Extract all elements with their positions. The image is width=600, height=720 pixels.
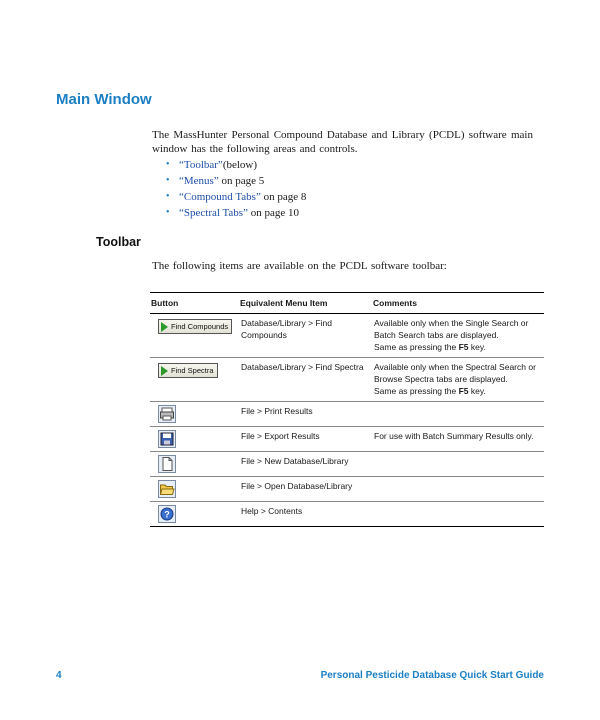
lead-paragraph: The following items are available on the PCDL software toolbar: (152, 260, 447, 272)
toolbar-link[interactable]: “Toolbar” (179, 159, 223, 171)
bullet-ref: on page 5 (218, 175, 265, 187)
section-title: Main Window (56, 91, 152, 108)
open-folder-icon (158, 480, 176, 498)
new-document-icon (158, 455, 176, 473)
comment-cell (372, 402, 544, 427)
save-export-icon (158, 430, 176, 448)
toolbar-table (150, 292, 544, 527)
menu-cell: File > New Database/Library (239, 452, 372, 477)
table-row (150, 402, 544, 427)
menu-cell: File > Export Results (239, 427, 372, 452)
find-compounds-button: Find Compounds (158, 319, 232, 334)
page-number: 4 (56, 670, 62, 681)
table-row (150, 314, 544, 358)
comment-cell (372, 477, 544, 502)
bullet-ref: on page 10 (247, 207, 299, 219)
table-row (150, 358, 544, 402)
menus-link[interactable]: “Menus” (179, 175, 219, 187)
bullet-item: • “Compound Tabs” on page 8 (166, 191, 307, 203)
subsection-title: Toolbar (96, 235, 141, 249)
comment-cell (372, 502, 544, 527)
comment-cell (372, 452, 544, 477)
menu-cell: Database/Library > Find Compounds (239, 314, 372, 358)
comment-cell: For use with Batch Summary Results only. (372, 427, 544, 452)
header-comments: Comments (372, 293, 544, 314)
table-row (150, 452, 544, 477)
compound-tabs-link[interactable]: “Compound Tabs” (179, 191, 261, 203)
bullet-item: • “Menus” on page 5 (166, 175, 265, 187)
play-arrow-icon (161, 322, 168, 332)
bullet-ref: on page 8 (260, 191, 307, 203)
print-icon (158, 405, 176, 423)
table-row (150, 427, 544, 452)
menu-cell: Database/Library > Find Spectra (239, 358, 372, 402)
intro-paragraph: The MassHunter Personal Compound Database and Library (PCDL) software main window has the following areas and controls. (152, 129, 533, 155)
header-button: Button (150, 293, 239, 314)
comment-cell: Available only when the Spectral Search or Browse Spectra tabs are displayed. Same as pressing the F5 key. (372, 358, 544, 402)
comment-cell: Available only when the Single Search or Batch Search tabs are displayed. Same as pressing the F5 key. (372, 314, 544, 358)
menu-cell: File > Print Results (239, 402, 372, 427)
svg-text:?: ? (164, 509, 170, 520)
help-icon (158, 505, 176, 523)
bullet-item: • “Spectral Tabs” on page 10 (166, 207, 299, 219)
spectral-tabs-link[interactable]: “Spectral Tabs” (179, 207, 248, 219)
bullet-item: • “Toolbar”(below) (166, 159, 258, 171)
guide-title: Personal Pesticide Database Quick Start Guide (320, 670, 544, 681)
bullet-ref: (below) (222, 159, 258, 171)
header-menu-item: Equivalent Menu Item (239, 293, 372, 314)
play-arrow-icon (161, 366, 168, 376)
table-header-row (150, 293, 544, 314)
find-spectra-button: Find Spectra (158, 363, 218, 378)
menu-cell: File > Open Database/Library (239, 477, 372, 502)
table-row (150, 502, 544, 527)
menu-cell: Help > Contents (239, 502, 372, 527)
bullet-list (166, 157, 306, 221)
table-row (150, 477, 544, 502)
